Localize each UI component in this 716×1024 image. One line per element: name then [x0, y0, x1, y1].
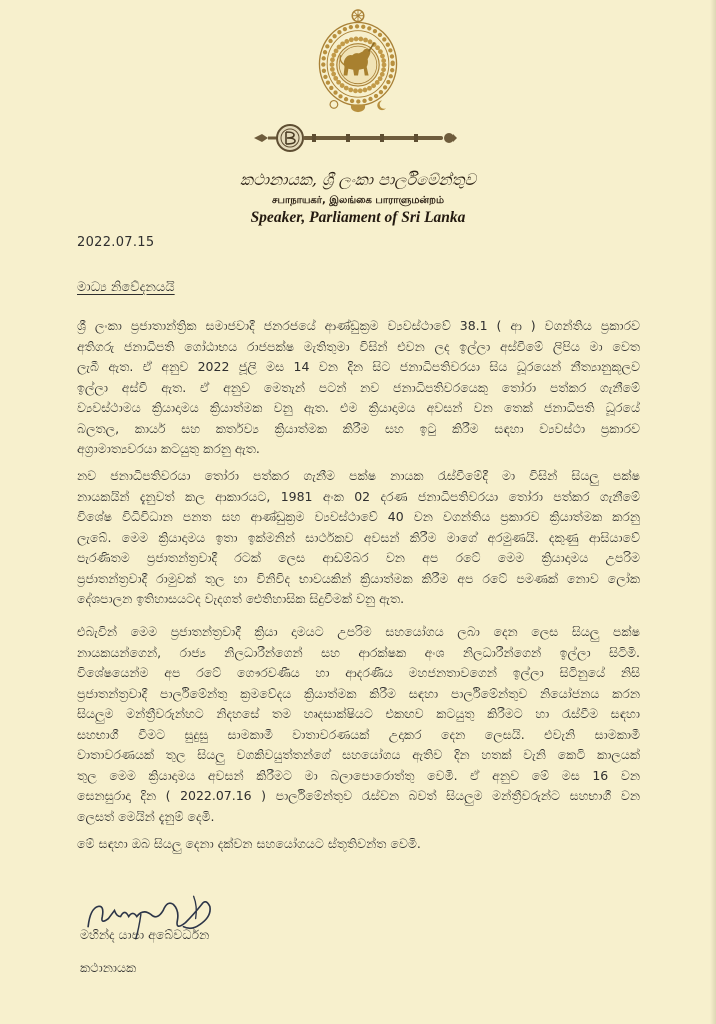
paragraph-line: දේශපාලන ඉතිහාසයටද වැදගත් ඓතිහාසික සිදුවීමක් වනු ඇත. [77, 591, 405, 606]
paragraph-line: නව ජනාධිපතිවරයා තෝරා පත්කර ගැනීම පක්ෂ නායක රැස්වීමේදී මා විසින් සියලු පක්ෂ [77, 468, 640, 483]
closing-line: මේ සඳහා ඔබ සියලු දෙනා දක්වන සහයෝගයට ස්තූතිවන්ත වෙමි. [77, 836, 421, 851]
paragraph-1 [77, 316, 640, 460]
paragraph-line: ඉල්ලා අස්වී ඇත. ඒ අනුව මෙතැන් පටන් නව ජනාධිපතිවරයෙකු තෝරා පත්කර ගැනීමේ [77, 379, 640, 395]
paragraph-2 [77, 466, 640, 610]
document-date: 2022.07.15 [77, 235, 155, 250]
paragraph-line: සෙනසුරාදා දින ( 2022.07.16 ) පාර්ලිමේන්තුව රැස්වන බවත් සියලුම මන්ත්‍රීවරුන්ට සහභාගී වන [77, 788, 640, 803]
paragraph-line: ශ්‍රී ලංකා ප්‍රජාතාන්ත්‍රික සමාජවාදී ජනරජයේ ආණ්ඩුක්‍රම ව්‍යවස්ථාවේ 38.1 ( ආ ) වගන්තිය ප්‍රකාරව [77, 318, 640, 333]
paragraph-line: අතිගරු ජනාධිපති ගෝඨාභය රාජපක්ෂ මැතිතුමා විසින් එවන ලද ඉල්ලා අස්වීමේ ලිපිය මා වෙත [77, 338, 640, 354]
letterhead-title-tamil: சபாநாயகர், இலங்கை பாராளுமன்றம் [271, 195, 444, 206]
paragraph-line: ලෙසත් මෙයින් දැනුම් දෙමි. [77, 808, 215, 824]
paragraph-line: ලැබී ඇත. ඒ අනුව 2022 ජූලි මස 14 වන දින සිට ජනාධිපතිවරයා සිය ධූරයෙන් නීත්‍යානුකූලව [77, 359, 640, 374]
paragraph-line: විශේෂ විධිවිධාන පනත සහ ආණ්ඩුක්‍රම ව්‍යවස්ථාවේ 40 වන වගන්තිය ප්‍රකාරව ක්‍රියාත්මක කරනු [77, 509, 640, 524]
letterhead-title-sinhala: කථානායක, ශ්‍රී ලංකා පාර්ලිමේන්තුව [239, 170, 476, 189]
paragraph-line: අග්‍රාමාත්‍යවරයා කටයුතු කරනු ඇත. [77, 441, 260, 456]
paragraph-line: ලැබේ. මෙම ක්‍රියාදාමය ඉතා ඉක්මනින් සාර්ථකව අවසන් කිරීම මාගේ අරමුණයි. දකුණු ආසියාවේ [77, 529, 640, 545]
closing-paragraph [77, 834, 640, 855]
parliament-mace-icon [250, 122, 460, 154]
document-heading: මාධ්‍ය නිවේදනයයි [77, 280, 175, 295]
sri-lanka-emblem-icon [305, 8, 411, 116]
paragraph-line: ප්‍රජාතන්ත්‍රවාදී පාර්ලිමේන්තු ක්‍රමවේදය ක්‍රියාත්මක කිරීම සඳහා පාර්ලිමේන්තුව නියෝජනය කරන [77, 685, 640, 701]
paragraph-line: ව්‍යවස්ථාමය ක්‍රියාදාමය ක්‍රියාත්මක වනු ඇත. එම ක්‍රියාදාමය අවසන් වන තෙක් ජනාධිපති ධූරයේ [77, 400, 640, 415]
signatory-title: කථානායක [80, 960, 137, 975]
letterhead-title-english: Speaker, Parliament of Sri Lanka [250, 209, 466, 226]
signatory-name: මහින්ද යාපා අබේවර්ධන [80, 927, 210, 942]
paragraph-line: තුල මෙම ක්‍රියාදාමය අවසන් කිරීමට මා බලාපොරොත්තු වෙමි. ඒ අනුව මේ මස 16 වන [77, 767, 640, 783]
paragraph-line: විශේෂයෙන්ම අප රටේ ගෞරවණීය හා ආදරණීය මහජනතාවගෙන් ඉල්ලා සිටිනුයේ නිසි [77, 665, 640, 680]
paragraph-line: නායකයින් දැනුවත් කල ආකාරයට, 1981 අංක 02 දරණ ජනාධිපතිවරයා තෝරා පත්කර ගැනීමේ [77, 488, 640, 504]
paragraph-line: සහභාගී වීමට සුදුසු සාමකාමී වාතාවරණයක් උදාකර දෙන ලෙසයි. එවැනි සාමකාමී [77, 726, 640, 742]
paragraph-line: වාතාවරණයක් තුල සියලු වගකිවයුත්තන්ගේ සහයෝගය ඇතිව දින හතක් වැනි කෙටි කාලයක් [77, 747, 640, 762]
paragraph-line: නායකයන්ගෙන්, රාජ්‍ය නිලධාරීන්ගෙන් සහ ආරක්ෂක අංශ නිලධාරීන්ගෙන් ඉල්ලා සිටිමි. [77, 644, 640, 660]
paragraph-line: පැරණිතම ප්‍රජාතන්ත්‍රවාදී රටක් ලෙස ආඩම්බර වන අප රටේ මෙම ක්‍රියාදාමය උපරිම [77, 550, 640, 565]
paragraph-line: ප්‍රජාතන්ත්‍රවාදී රාමුවක් තුල හා විනිවිද භාවයකින් ක්‍රියාත්මක කිරීම අප රටේ පමණක් නොව ලෝක [77, 570, 640, 586]
paragraph-line: බලතල, කාර්ය සහ කර්තව්‍ය ක්‍රියාත්මක කිරීම සහ ඉටු කිරීම සඳහා ව්‍යවස්ථා ප්‍රකාරව [77, 420, 640, 436]
paragraph-line: සියලුම මන්ත්‍රීවරුන්හට නිදහසේ තම හෘදසාක්ෂියට එකඟව කටයුතු කිරීමට හා රැස්වීම සඳහා [77, 706, 640, 721]
paragraph-line: එබැවින් මෙම ප්‍රජාතන්ත්‍රවාදී ක්‍රියා දාමයට උපරිම සහයෝගය ලබා දෙන ලෙස සියලු පක්ෂ [77, 624, 640, 639]
paragraph-3 [77, 622, 640, 827]
